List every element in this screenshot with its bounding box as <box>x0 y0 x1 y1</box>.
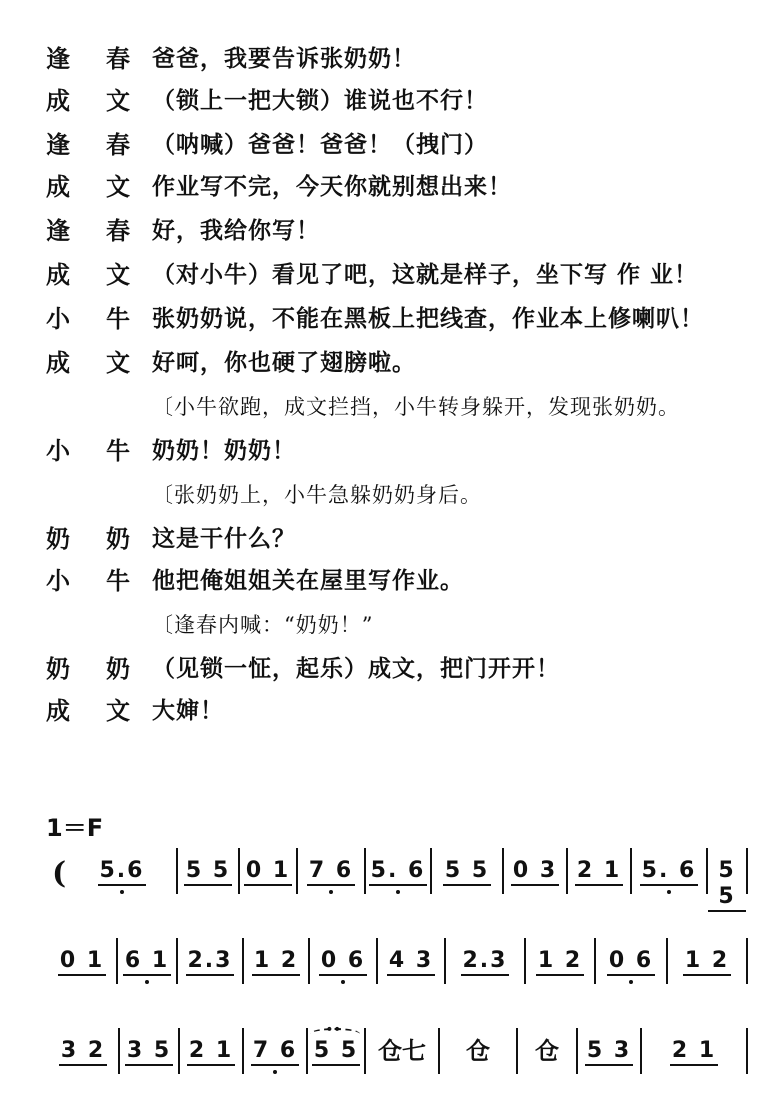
percussion-syllable <box>440 1038 516 1074</box>
note-text: 仓 <box>466 1036 490 1065</box>
speech-text: 他把俺姐姐关在屋里写作业。 <box>152 567 464 594</box>
note-group <box>308 1038 364 1074</box>
speech-text: 好呵，你也硬了翅膀啦。 <box>152 349 416 376</box>
note-text: 3 5 <box>125 1038 173 1066</box>
note-text: 0 1 <box>58 948 106 976</box>
speaker-char: 牛 <box>106 304 130 333</box>
score-row <box>46 938 746 998</box>
note-group <box>708 858 746 909</box>
note-group <box>668 948 746 984</box>
speech-text: 爸爸，我要告诉张奶奶！ <box>152 45 416 72</box>
barline <box>746 938 748 984</box>
speaker-char: 牛 <box>106 436 130 465</box>
speaker-name <box>46 38 130 80</box>
speech-text: 奶奶！奶奶！ <box>152 437 296 464</box>
note-group <box>68 858 176 894</box>
note-group <box>178 858 238 894</box>
speaker-char: 春 <box>106 216 130 245</box>
note-group <box>244 1038 306 1074</box>
note-text: 2 1 <box>187 1038 235 1066</box>
speaker-char: 文 <box>106 172 130 201</box>
note-text: 仓七 <box>378 1036 426 1065</box>
speaker-name <box>46 298 130 340</box>
octave-dot <box>629 980 633 984</box>
speaker-char: 成 <box>46 696 70 725</box>
speaker-char: 牛 <box>106 566 130 595</box>
speech-text: （见锁一怔，起乐）成文，把门开开！ <box>152 655 560 682</box>
note-group <box>120 1038 178 1074</box>
octave-dot <box>667 890 671 894</box>
note-text: 2.3 <box>186 948 235 976</box>
note-group <box>244 948 308 984</box>
octave-dot <box>329 890 333 894</box>
percussion-syllable <box>366 1038 438 1074</box>
stage-direction-text: 〔小牛欲跑，成文拦挡，小牛转身躲开，发现张奶奶。 <box>152 395 680 419</box>
note-text: 5.6 <box>98 858 147 886</box>
note-text: 5 5 <box>443 858 491 886</box>
speaker-char: 小 <box>46 304 70 333</box>
note-text: 5. 6 <box>640 858 699 886</box>
speaker-char: 成 <box>46 86 70 115</box>
speaker-char: 春 <box>106 130 130 159</box>
note-group <box>180 1038 242 1074</box>
note-text: 7 6 <box>251 1038 299 1066</box>
note-group <box>178 948 242 984</box>
octave-dot <box>396 890 400 894</box>
note-text: 2 1 <box>670 1038 718 1066</box>
score-row <box>46 1022 746 1088</box>
note-group <box>432 858 502 894</box>
speaker-name <box>46 560 130 602</box>
octave-dot <box>273 1070 277 1074</box>
note-group <box>366 858 430 894</box>
note-group <box>378 948 444 984</box>
note-text: 0 6 <box>319 948 367 976</box>
note-text: 5 5 <box>708 858 746 912</box>
note-group <box>298 858 364 894</box>
note-group <box>118 948 176 984</box>
speech-text: （对小牛）看见了吧，这就是样子，坐下写 作 业！ <box>152 261 699 288</box>
note-group <box>504 858 566 894</box>
speaker-char: 文 <box>106 696 130 725</box>
key-signature: 1＝F <box>46 814 104 842</box>
octave-dot <box>145 980 149 984</box>
speaker-char: 春 <box>106 44 130 73</box>
note-text: 0 6 <box>607 948 655 976</box>
speaker-char: 成 <box>46 260 70 289</box>
speech-text: 这是干什么？ <box>152 525 296 552</box>
note-text: 7 6 <box>307 858 355 886</box>
note-group <box>446 948 524 984</box>
note-text: 5 5 <box>184 858 232 886</box>
fermata-mark: ∘∘ <box>326 1022 342 1037</box>
speaker-char: 逢 <box>46 216 70 245</box>
speaker-char: 奶 <box>46 524 70 553</box>
speaker-char: 小 <box>46 566 70 595</box>
note-group <box>578 1038 640 1074</box>
speaker-char: 奶 <box>46 654 70 683</box>
speaker-name <box>46 80 130 122</box>
note-text: 2 1 <box>575 858 623 886</box>
barline <box>746 1028 748 1074</box>
speech-text: 张奶奶说，不能在黑板上把线查，作业本上修喇叭！ <box>152 305 704 332</box>
speaker-char: 文 <box>106 348 130 377</box>
note-group <box>240 858 296 894</box>
speaker-name <box>46 254 130 296</box>
note-text: 6 1 <box>123 948 171 976</box>
speaker-name <box>46 690 130 732</box>
speech-text: （锁上一把大锁）谁说也不行！ <box>152 87 488 114</box>
speaker-char: 成 <box>46 348 70 377</box>
percussion-syllable <box>518 1038 576 1074</box>
note-text: 0 1 <box>244 858 292 886</box>
speaker-char: 文 <box>106 260 130 289</box>
speaker-char: 成 <box>46 172 70 201</box>
speech-text: （呐喊）爸爸！爸爸！（拽门） <box>152 131 488 158</box>
speaker-name <box>46 430 130 472</box>
note-text: 4 3 <box>387 948 435 976</box>
speaker-char: 文 <box>106 86 130 115</box>
note-text: 1 2 <box>536 948 584 976</box>
stage-direction-text: 〔张奶奶上，小牛急躲奶奶身后。 <box>152 483 482 507</box>
note-text: 2.3 <box>461 948 510 976</box>
note-group <box>526 948 594 984</box>
note-group <box>642 1038 746 1074</box>
note-text: 5. 6 <box>369 858 428 886</box>
note-text: 5 3 <box>585 1038 633 1066</box>
note-group <box>568 858 630 894</box>
note-text: 3 2 <box>59 1038 107 1066</box>
speaker-char: 逢 <box>46 44 70 73</box>
octave-dot <box>341 980 345 984</box>
opening-parenthesis: ( <box>52 856 67 891</box>
speaker-name <box>46 342 130 384</box>
speech-text: 作业写不完，今天你就别想出来！ <box>152 173 512 200</box>
speaker-name <box>46 518 130 560</box>
octave-dot <box>120 890 124 894</box>
speaker-name <box>46 210 130 252</box>
score-row <box>46 848 746 908</box>
note-text: 1 2 <box>252 948 300 976</box>
note-group <box>632 858 706 894</box>
speech-text: 大婶！ <box>152 697 224 724</box>
note-group <box>48 948 116 984</box>
stage-direction-text: 〔逢春内喊：“奶奶！” <box>152 613 374 637</box>
note-group <box>596 948 666 984</box>
speech-text: 好，我给你写！ <box>152 217 320 244</box>
speaker-char: 小 <box>46 436 70 465</box>
note-text: 1 2 <box>683 948 731 976</box>
note-text: 5 5 <box>312 1038 360 1066</box>
speaker-name <box>46 166 130 208</box>
note-text: 仓 <box>535 1036 559 1065</box>
speaker-char: 逢 <box>46 130 70 159</box>
barline <box>746 848 748 894</box>
note-group <box>48 1038 118 1074</box>
speaker-name <box>46 124 130 166</box>
note-group <box>310 948 376 984</box>
speaker-char: 奶 <box>106 654 130 683</box>
speaker-char: 奶 <box>106 524 130 553</box>
speaker-name <box>46 648 130 690</box>
note-text: 0 3 <box>511 858 559 886</box>
